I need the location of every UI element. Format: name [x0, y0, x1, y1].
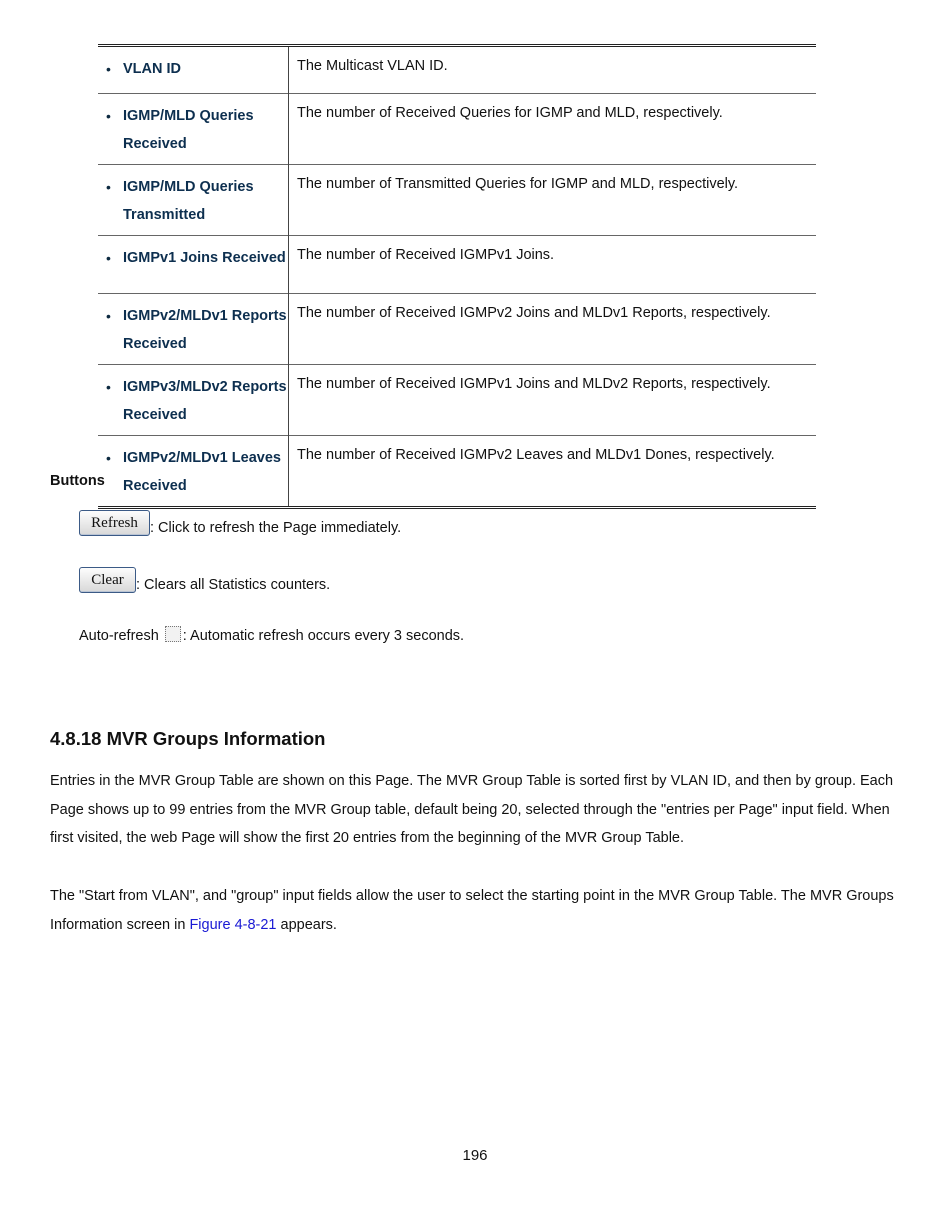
- param-desc: The number of Received IGMPv2 Joins and MLDv1 Reports, respectively.: [297, 305, 771, 321]
- param-name: IGMPv2/MLDv1 Reports Received: [123, 308, 287, 352]
- bullet-icon: •: [106, 61, 111, 77]
- bullet-icon: •: [106, 179, 111, 195]
- param-desc: The number of Received IGMPv1 Joins.: [297, 247, 555, 263]
- table-row: [98, 436, 816, 508]
- bullet-icon: •: [106, 108, 111, 124]
- table-row: [98, 236, 816, 294]
- parameter-table: [98, 44, 816, 509]
- param-desc: The number of Received Queries for IGMP and MLD, respectively.: [297, 105, 723, 121]
- clear-line: [79, 567, 330, 593]
- param-name: IGMP/MLD Queries Received: [123, 108, 254, 152]
- section-heading: 4.8.18 MVR Groups Information: [50, 728, 326, 749]
- param-name: IGMPv3/MLDv2 Reports Received: [123, 379, 287, 423]
- clear-desc: : Clears all Statistics counters.: [136, 577, 331, 593]
- bullet-icon: •: [106, 379, 111, 395]
- autorefresh-desc: : Automatic refresh occurs every 3 seconds.: [182, 628, 465, 644]
- refresh-desc: : Click to refresh the Page immediately.: [150, 520, 402, 536]
- figure-link[interactable]: Figure 4-8-21: [189, 916, 277, 933]
- page-number: 196: [462, 1147, 488, 1164]
- bullet-icon: •: [106, 308, 111, 324]
- clear-button[interactable]: Clear: [79, 567, 136, 593]
- table-row: [98, 365, 816, 436]
- table-row: [98, 94, 816, 165]
- param-name: VLAN ID: [123, 61, 181, 77]
- bullet-icon: •: [106, 450, 111, 466]
- param-name: IGMPv2/MLDv1 Leaves Received: [123, 450, 281, 494]
- table-row: [98, 165, 816, 236]
- autorefresh-label: Auto-refresh: [79, 628, 159, 644]
- param-desc: The number of Transmitted Queries for IGMP and MLD, respectively.: [297, 176, 739, 192]
- detail-paragraph: The "Start from VLAN", and "group" input fields allow the user to select the starting point in the MVR Group Table. The MVR Groups Information screen in Figure 4-8-21 appears.: [50, 888, 894, 933]
- table-row: [98, 46, 816, 94]
- refresh-button[interactable]: Refresh: [79, 510, 150, 536]
- param-desc: The number of Received IGMPv2 Leaves and MLDv1 Dones, respectively.: [297, 447, 775, 463]
- bullet-icon: •: [106, 250, 111, 266]
- param-desc: The Multicast VLAN ID.: [297, 58, 448, 74]
- param-name: IGMPv1 Joins Received: [123, 250, 286, 266]
- autorefresh-line: [79, 628, 464, 644]
- intro-paragraph: Entries in the MVR Group Table are shown on this Page. The MVR Group Table is sorted first by VLAN ID, and then by group. Each Page shows up to 99 entries from the MVR Group table, default being 20, selected through the "entries per Page" input field. When first visited, the web Page will show the first 20 entries from the beginning of the MVR Group Table.: [50, 773, 894, 846]
- autorefresh-checkbox[interactable]: [165, 626, 181, 642]
- refresh-line: [79, 510, 401, 536]
- table-row: [98, 294, 816, 365]
- param-name: IGMP/MLD Queries Transmitted: [123, 179, 254, 223]
- param-desc: The number of Received IGMPv1 Joins and MLDv2 Reports, respectively.: [297, 376, 771, 392]
- buttons-heading: Buttons: [50, 473, 105, 489]
